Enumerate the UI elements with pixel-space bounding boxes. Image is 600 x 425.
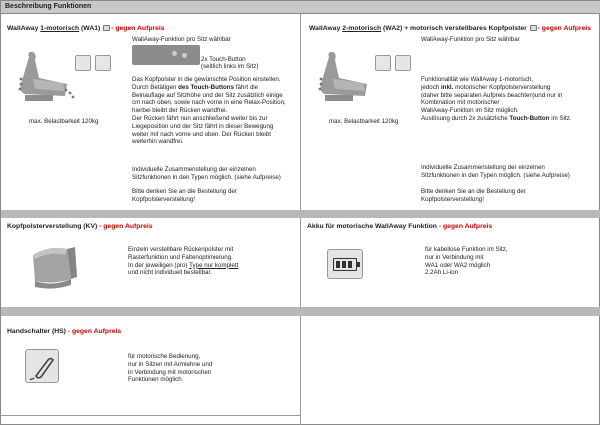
wa1-touch-button-icon [75,55,91,71]
wa1-touch-label-2: (seitlich links im Sitz) [201,63,259,70]
wa1-touch-photo [132,45,200,65]
touch-icon [530,25,537,31]
kv-headrest-image [27,241,81,291]
wa2-load-label: max. Belastbarkeit 120kg [329,118,399,125]
wa2-description: Funktionalität wie WallAway 1-motorisch, jedoch inkl. motorischer Kopfpolsterverstellung (daher bitte separaten Aufpreis beachten)und nur in Kombination mit motorischer WallAway-Funktion im Sitz möglich. Auslösung durch 2x zusätzliche Touch-Button im Sitz. [421,76,572,122]
wa1-touch-label-1: 2x Touch-Button [201,56,246,63]
arrow-icon [63,87,77,103]
battery-icon [327,249,363,279]
row-separator-2 [1,307,600,316]
touch-dot-icon [172,51,177,56]
column-divider [300,14,301,425]
akku-description: für kabellose Funktion im Sitz, nur in Verbindung mit WA1 oder WA2 möglich 2,2Ah Li-ion [425,246,508,277]
wa1-subtitle: WallAway-Funktion pro Sitz wählbar [132,36,231,43]
wa2-order-note: Bitte denken Sie an die Bestellung der Kopfpolsterverstellung! [421,188,526,203]
hs-title: Handschalter (HS) - gegen Aufpreis [7,328,122,335]
touch-icon [103,25,110,31]
wa1-motor-icon [95,55,111,71]
wa2-title: WallAway 2-motorisch (WA2) + motorisch verstellbares Kopfpolster - gegen Aufpreis [309,25,592,32]
wa2-subtitle: WallAway-Funktion pro Sitz wählbar [421,36,520,43]
wa1-order-note: Bitte denken Sie an die Bestellung der Kopfpolsterverstellung! [132,188,237,203]
page-title: Beschreibung Funktionen [5,3,92,10]
touch-dot-icon [182,53,187,58]
wa2-individual-note: Individuelle Zusammenstellung der einzelnen Sitzfunktionen in den Typen möglich. (siehe Aufpreise) [421,164,570,179]
wa1-title: WallAway 1-motorisch (WA1) - gegen Aufpreis [7,25,165,32]
wa1-description: Das Kopfpolster in die gewünschte Position einstellen. Durch Betätigen des Touch-Buttons fährt die Beinauflage auf Sitzhöhe und der Sitz zusätzlich einige cm nach oben, sowie nach vorne in eine Relax-Position, hierbei bleibt der Rücken wandfrei. Der Rücken fährt nun anschließend weiter bis zur Liegeposition und der Sitz fährt in dieser Bewegung weiter mit nach vorne und oben. Der Rücken bleibt weiterhin wandfrei. [132,76,286,146]
hand-switch-icon [25,349,59,383]
wa1-load-label: max. Belastbarkeit 120kg [29,118,99,125]
wa2-chair-image [315,51,373,105]
wa2-touch-button-icon [375,55,391,71]
kv-description: Einzeln verstellbare Rückenpolster mit Rasterfunktion und Faltenoptimierung. In der jeweiligen (pro) Type nur komplett und nicht individuell bestellbar. [128,246,239,277]
page-header [1,1,600,14]
wa2-motor-icon [395,55,411,71]
akku-title: Akku für motorische WallAway Funktion - gegen Aufpreis [307,223,493,230]
hs-description: für motorische Bedienung, nur in Sitzen mit Armlehne und in Verbindung mit motorischen Funktionen möglich [128,353,213,384]
kv-title: Kopfpolsterverstellung (KV) - gegen Aufpreis [7,223,153,230]
bottom-line [1,415,301,416]
row-separator-1 [1,210,600,218]
wa1-individual-note: Individuelle Zusammenstellung der einzelnen Sitzfunktionen in den Typen möglich. (siehe Aufpreise) [132,166,281,181]
